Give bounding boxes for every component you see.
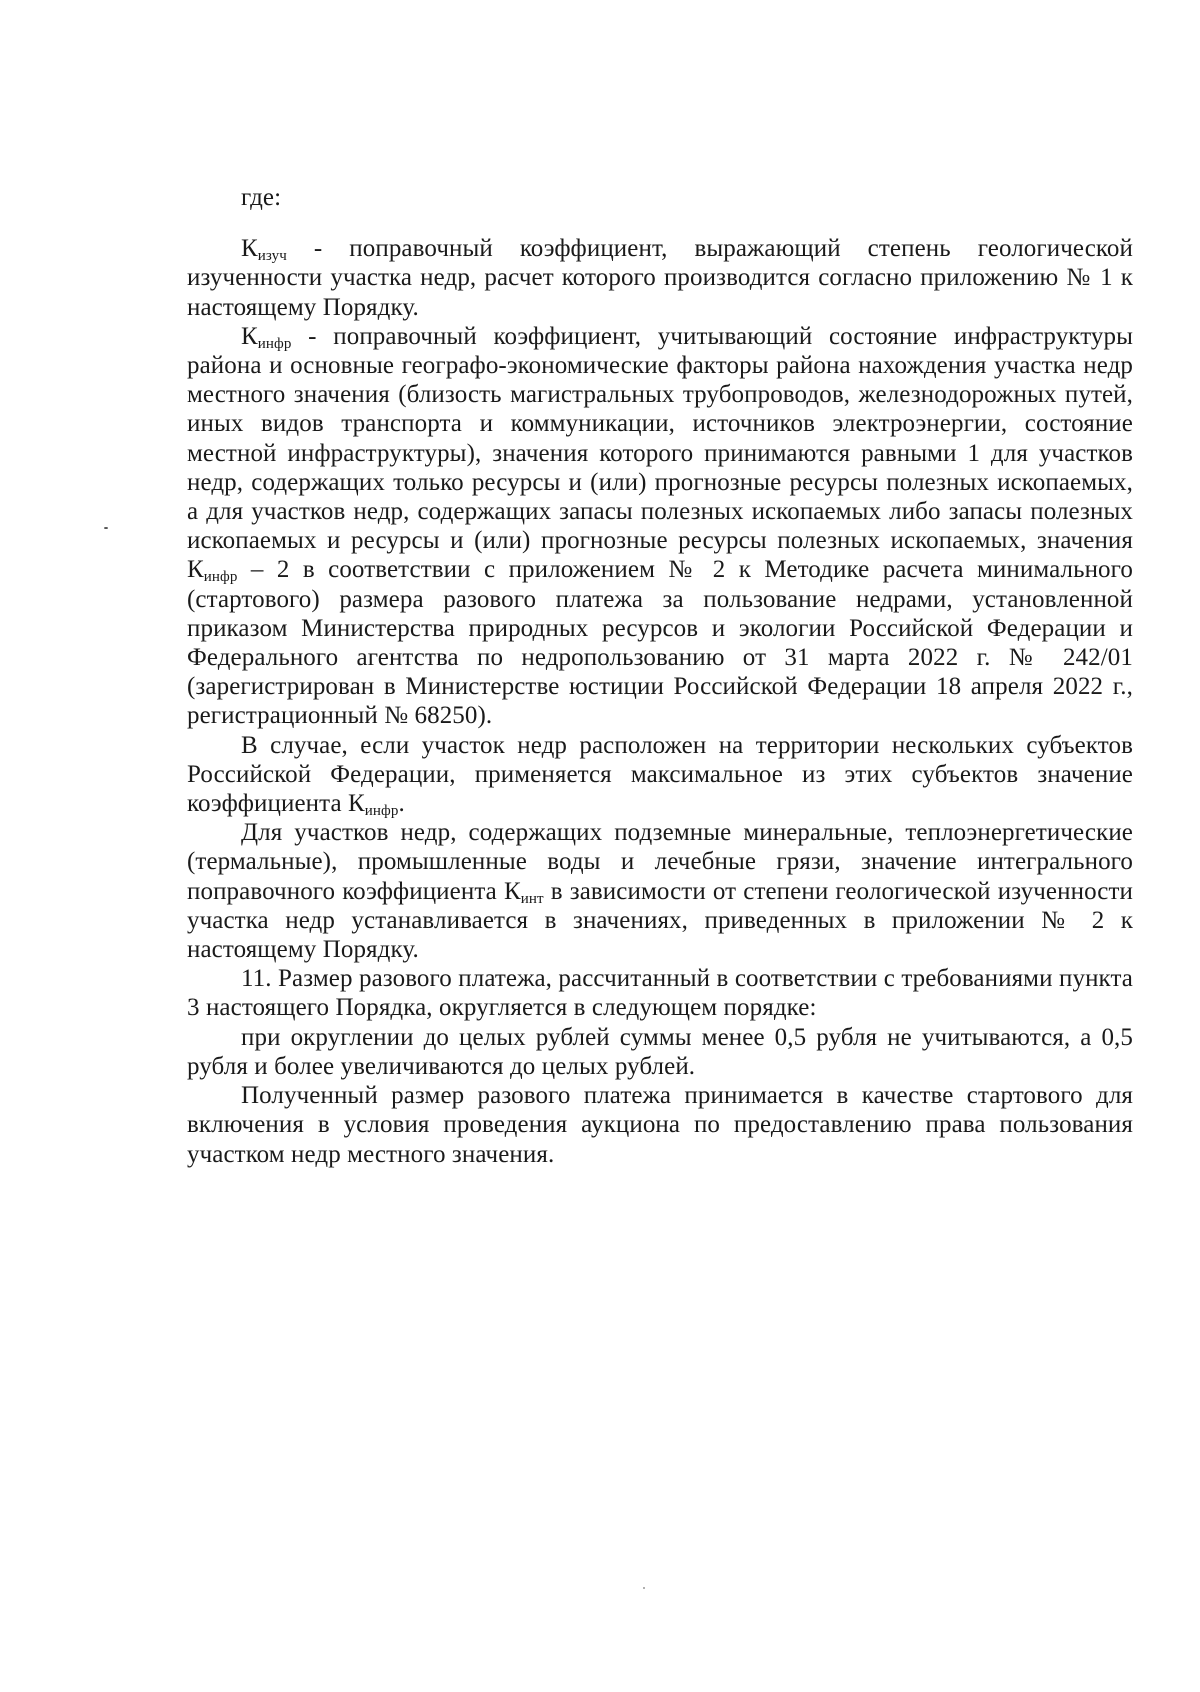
symbol-k-infr: $К_{инфр}$ [241,322,292,352]
paragraph-final: Полученный размер разового платежа принимается в качестве стартового для включения в условия проведения аукциона по предоставлению права пользования участком недр местного значения. [187,1082,1133,1168]
paragraph-mineral-waters-text-1: Для участков недр, содержащих подземные минеральные, теплоэнергетические (термальные), промышленные воды и лечебные грязи, значение интегрального поправочного коэффициента [187,819,1133,905]
paragraph-k-infr [187,322,1133,731]
document-body [187,183,1133,1169]
symbol-k-int: $К_{инт}$ [503,877,544,907]
paragraph-k-infr-text-2: – 2 в соответствии с приложением № 2 к Методике расчета минимального (стартового) размера разового платежа за пользование недрами, установленной приказом Министерства природных ресурсов и экологии Российской Федерации и Федерального агентства по недропользованию от 31 марта 2022 г. № 242/01 (зарегистрирован в Министерстве юстиции Российской Федерации 18 апреля 2022 г., регистрационный № 68250). [187,556,1133,730]
scan-speck [643,1587,645,1589]
paragraph-item-11: 11. Размер разового платежа, рассчитанный в соответствии с требованиями пункта 3 настоящего Порядка, округляется в следующем порядке: [187,965,1133,1022]
symbol-k-izuch: $К_{изуч}$ [241,235,287,265]
symbol-k-infr-final: $К_{инфр}$ [348,790,399,820]
scan-speck [104,527,108,529]
intro-label: где: [241,184,282,211]
paragraph-k-izuch [187,234,1133,322]
paragraph-rounding: при округлении до целых рублей суммы менее 0,5 рубля не учитываются, а 0,5 рубля и более увеличиваются до целых рублей. [187,1023,1133,1080]
paragraph-k-infr-text-1: - поправочный коэффициент, учитывающий состояние инфраструктуры района и основные географо-экономические факторы района нахождения участка недр местного значения (близость магистральных трубопроводов, железнодорожных путей, иных видов транспорта и коммуникации, источников электроэнергии, состояние местной инфраструктуры), значения которого принимаются равными 1 для участков недр, содержащих только ресурсы и (или) прогнозные ресурсы полезных ископаемых, а для участков недр, содержащих запасы полезных ископаемых либо запасы полезных ископаемых и ресурсы и (или) прогнозные ресурсы полезных ископаемых, значения [187,322,1133,555]
paragraph-mineral-waters [187,818,1133,964]
paragraph-mineral-waters-text-2: в зависимости от степени геологической изученности участка недр устанавливается в значениях, приведенных в приложении № 2 к настоящему Порядку. [187,877,1133,964]
paragraph-several-subjects-text: В случае, если участок недр расположен на территории нескольких субъектов Российской Федерации, применяется максимальное из этих субъектов значение коэффициента [187,731,1133,818]
paragraph-k-izuch-text: - поправочный коэффициент, выражающий степень геологической изученности участка недр, расчет которого производится согласно приложению № 1 к настоящему Порядку. [187,235,1133,321]
symbol-k-infr-inline: $К_{инфр}$ [187,556,238,586]
paragraph-several-subjects: В случае, если участок недр расположен на территории нескольких субъектов Российской Федерации, применяется максимальное из этих субъектов значение коэффициента $К_{инфр}$. [187,731,1133,820]
